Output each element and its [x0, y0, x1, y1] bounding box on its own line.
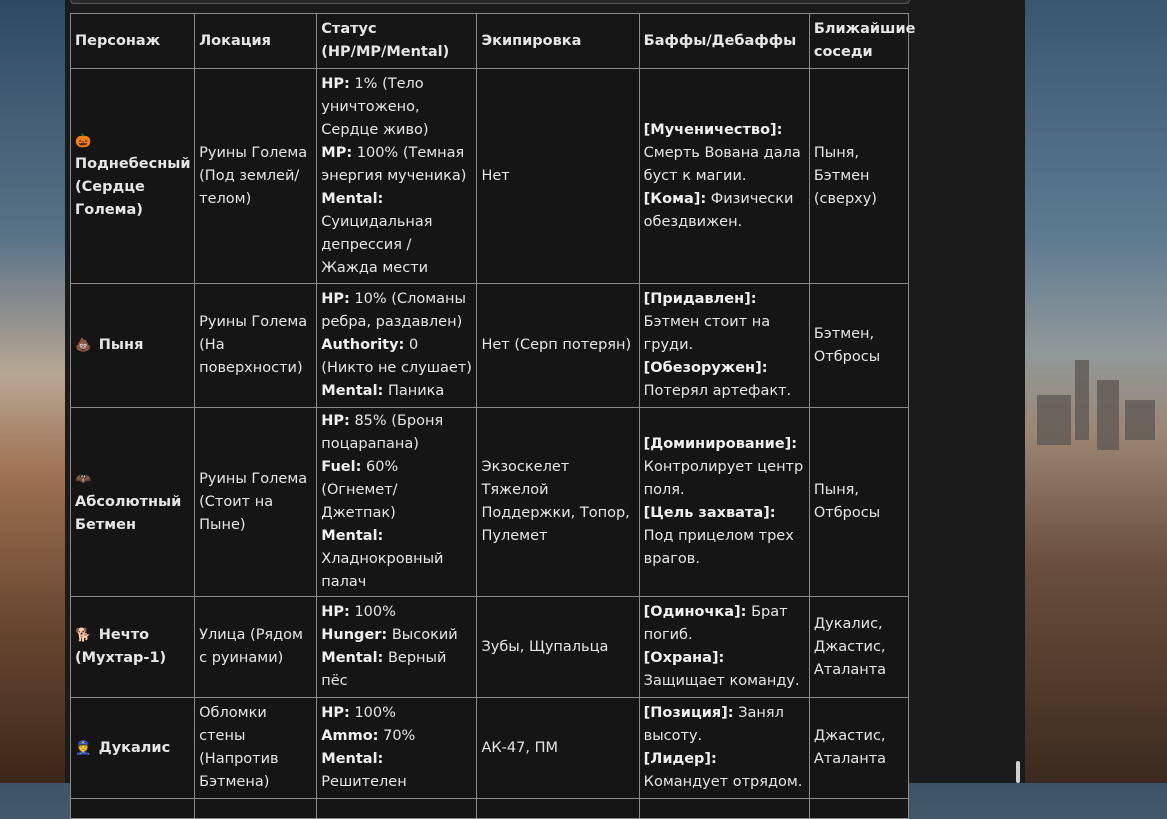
- header-buffs: Баффы/Дебаффы: [639, 14, 809, 69]
- buffs-cell: [Придавлен]: Бэтмен стоит на груди. [Обезоружен]: Потерял артефакт.: [639, 284, 809, 408]
- location-cell: Обломки стены (Напротив Бэтмена): [195, 698, 317, 799]
- status-cell: HP: 100% Hunger: Высокий Mental: Верный пёс: [317, 597, 477, 698]
- status-cell: HP: 1% (Тело уничтожено, Сердце живо) MP: 100% (Темная энергия мученика) Mental: Суицидальная депрессия / Жажда мести: [317, 69, 477, 284]
- location-cell: Руины Голема (Стоит на Пыне): [195, 408, 317, 597]
- character-cell: [71, 698, 195, 799]
- character-cell: [71, 597, 195, 698]
- equipment-cell: АК-47, ПМ: [477, 698, 639, 799]
- police-officer-icon: 👮: [75, 740, 92, 756]
- scrollbar-thumb[interactable]: [1016, 761, 1020, 783]
- character-cell: [71, 69, 195, 284]
- status-cell: HP: 100% Ammo: 70% Mental: Решителен: [317, 698, 477, 799]
- buffs-cell: [Мученичество]: Смерть Вована дала буст к магии. [Кома]: Физически обездвижен.: [639, 69, 809, 284]
- header-character: Персонаж: [71, 14, 195, 69]
- background-left: [0, 0, 65, 783]
- bat-icon: 🦇: [75, 471, 92, 487]
- neighbors-cell: Дукалис, Джастис, Аталанта: [809, 597, 908, 698]
- table-row: [71, 597, 909, 698]
- message-input-edge: [70, 0, 910, 4]
- neighbors-cell: Бэтмен, Отбросы: [809, 284, 908, 408]
- header-status: Статус (HP/MP/Mental): [317, 14, 477, 69]
- status-cell: HP: 10% (Сломаны ребра, раздавлен) Authority: 0 (Никто не слушает) Mental: Паника: [317, 284, 477, 408]
- buffs-cell: [Одиночка]: Брат погиб. [Охрана]: Защищает команду.: [639, 597, 809, 698]
- character-name: Пыня: [98, 337, 144, 353]
- location-cell: Руины Голема (Под землей/ телом): [195, 69, 317, 284]
- table-row: [71, 284, 909, 408]
- table-header-row: [71, 14, 909, 69]
- character-name: Дукалис: [98, 739, 171, 756]
- character-status-table: [70, 13, 916, 819]
- table-row: [71, 69, 909, 284]
- poop-icon: 💩: [75, 338, 92, 353]
- table-row: [71, 408, 909, 597]
- buffs-cell: [Доминирование]: Контролирует центр поля. [Цель захвата]: Под прицелом трех врагов.: [639, 408, 809, 597]
- neighbors-cell: Пыня, Бэтмен (сверху): [809, 69, 908, 284]
- buffs-cell: [Позиция]: Занял высоту. [Лидер]: Командует отрядом.: [639, 698, 809, 799]
- location-cell: Улица (Рядом с руинами): [195, 597, 317, 698]
- character-name: Поднебесный (Сердце Голема): [75, 156, 191, 218]
- status-cell: HP: 85% (Броня поцарапана) Fuel: 60% (Огнемет/ Джетпак) Mental: Хладнокровный палач: [317, 408, 477, 597]
- character-cell: [71, 284, 195, 408]
- character-name: Нечто (Мухтар-1): [75, 627, 167, 666]
- equipment-cell: Экзоскелет Тяжелой Поддержки, Топор, Пулемет: [477, 408, 639, 597]
- equipment-cell: Нет: [477, 69, 639, 284]
- background-right: [1025, 0, 1167, 783]
- neighbors-cell: Пыня, Отбросы: [809, 408, 908, 597]
- header-equipment: Экипировка: [477, 14, 639, 69]
- location-cell: Руины Голема (На поверхности): [195, 284, 317, 408]
- character-name: Абсолютный Бетмен: [75, 493, 182, 533]
- equipment-cell: Нет (Серп потерян): [477, 284, 639, 408]
- neighbors-cell: Джастис, Аталанта: [809, 698, 908, 799]
- character-cell: [71, 408, 195, 597]
- equipment-cell: Зубы, Щупальца: [477, 597, 639, 698]
- pumpkin-icon: 🎃: [75, 134, 92, 149]
- header-neighbors: Ближайшие соседи: [809, 14, 908, 69]
- table-row: [71, 698, 909, 799]
- table-row: [71, 799, 909, 819]
- header-location: Локация: [195, 14, 317, 69]
- dog-icon: 🐕: [75, 628, 92, 643]
